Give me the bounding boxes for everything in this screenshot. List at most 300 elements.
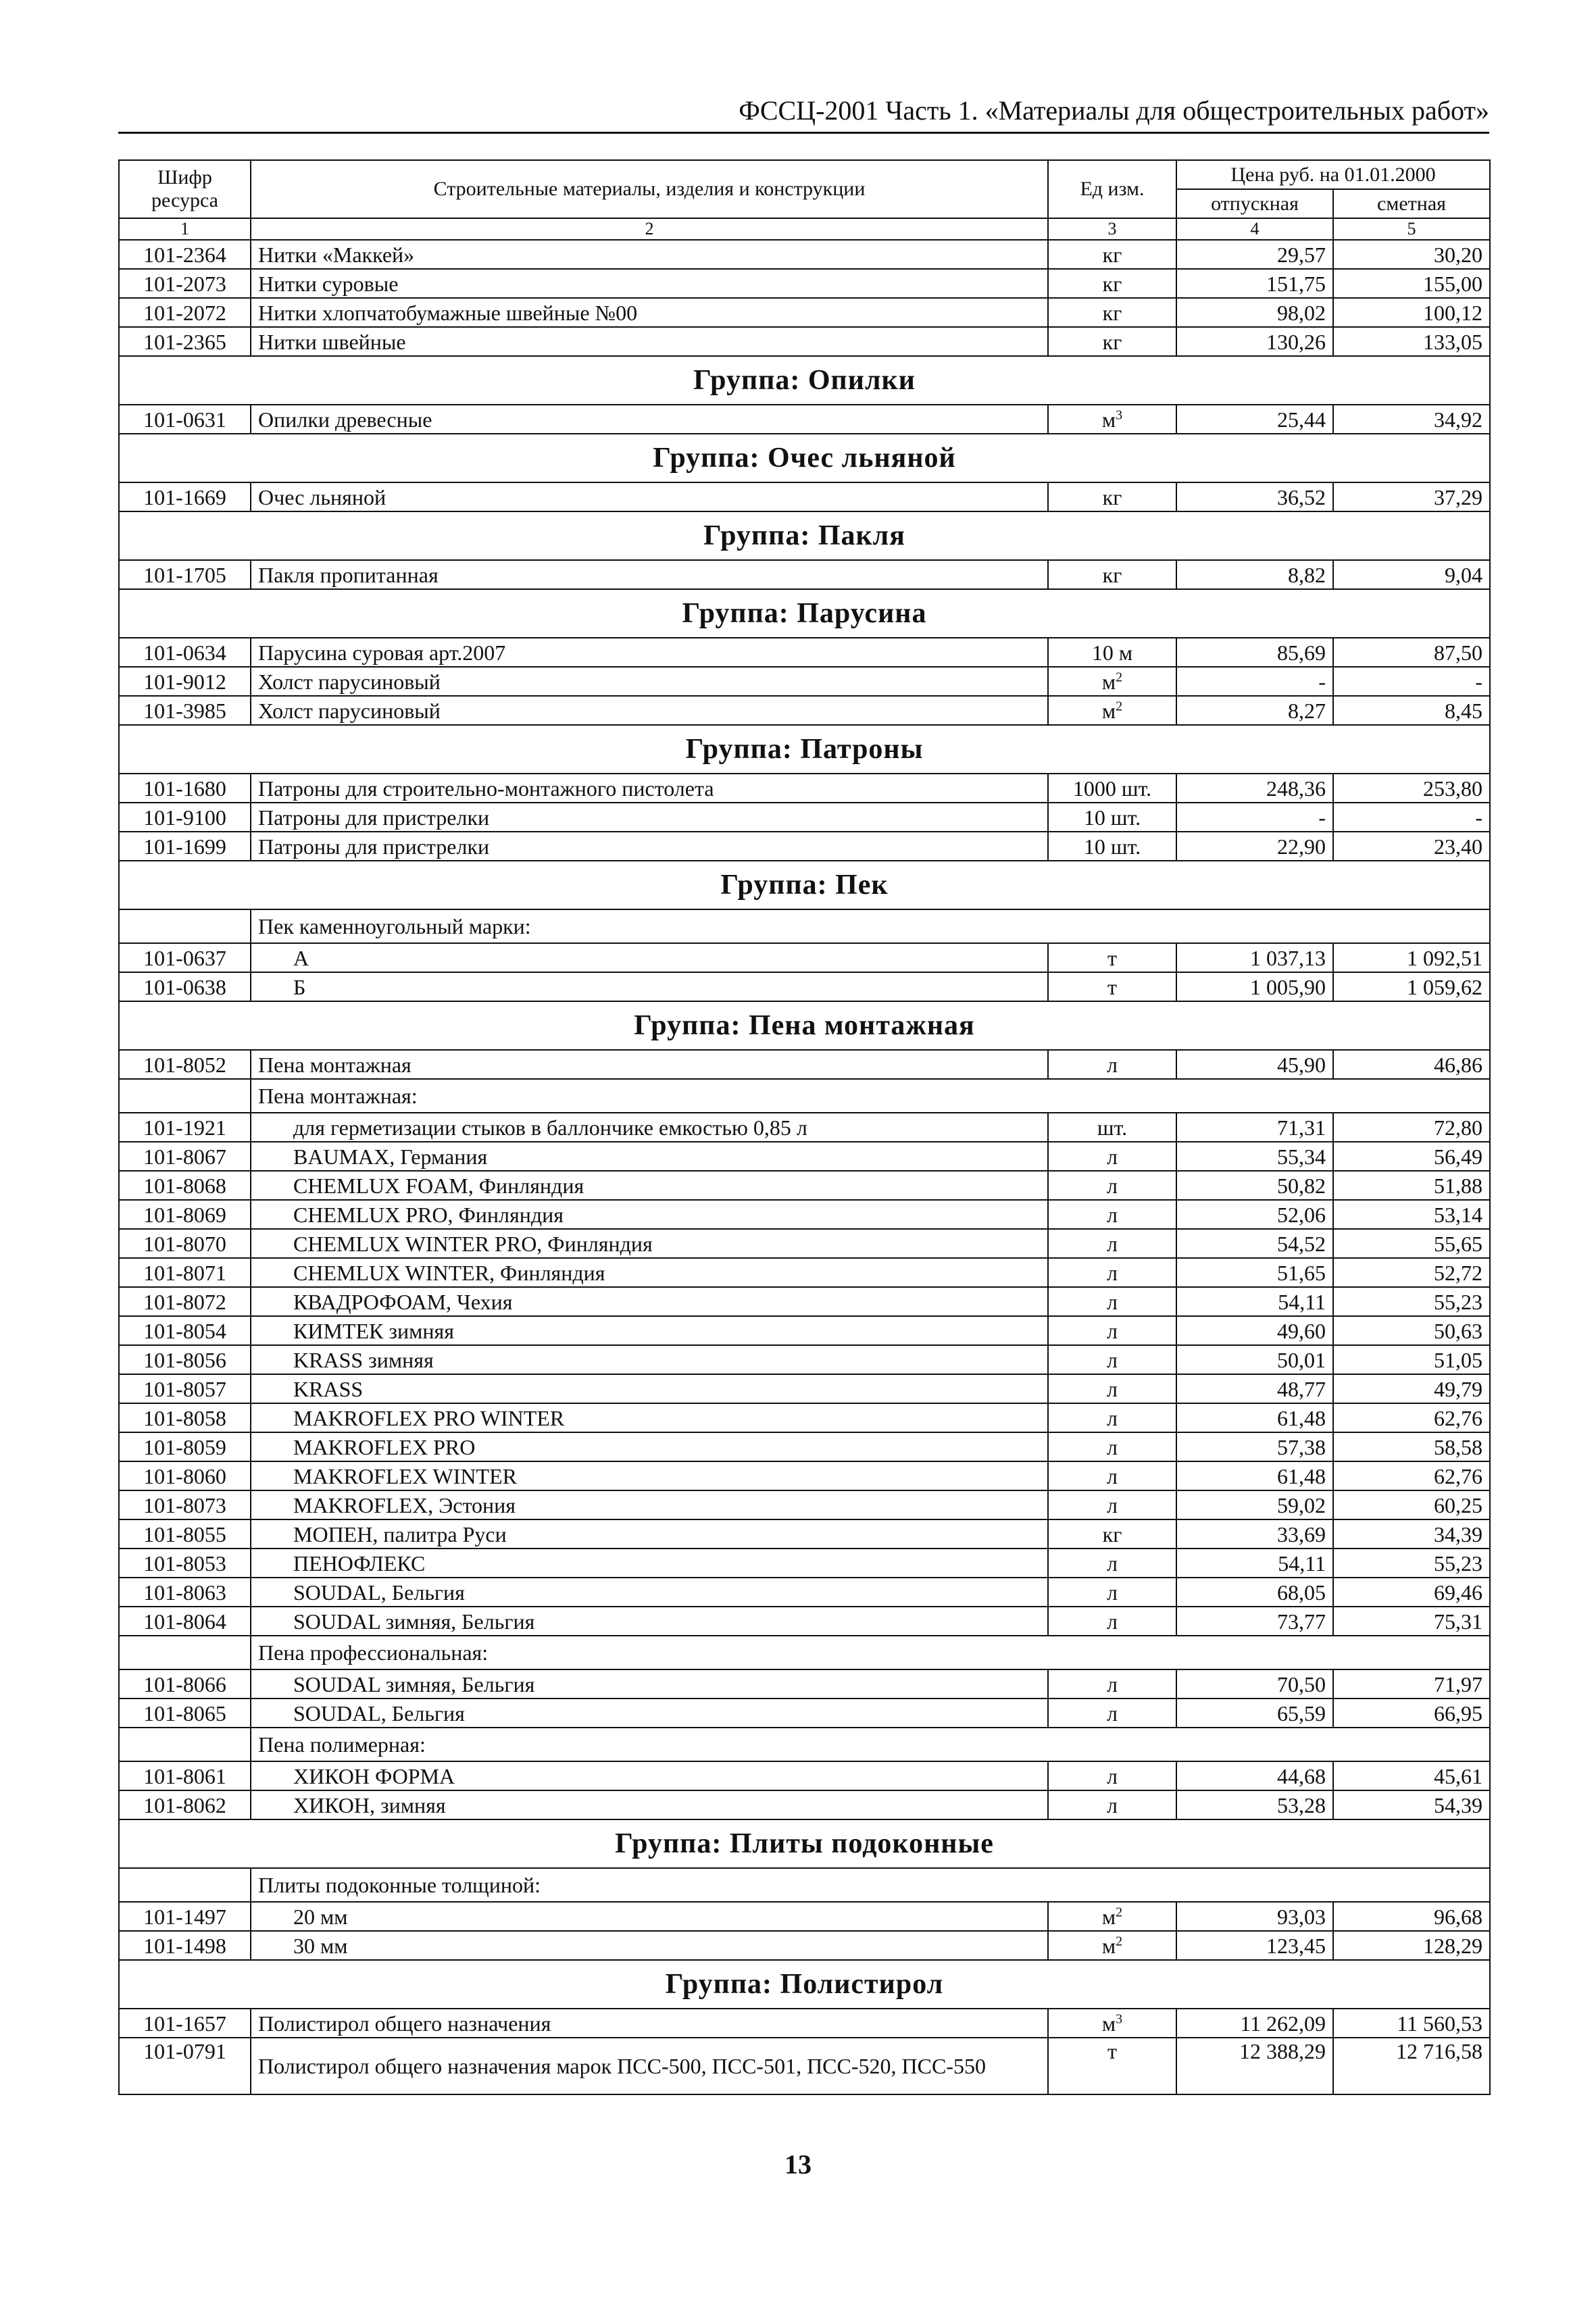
- estimate-price: 128,29: [1333, 1931, 1490, 1960]
- material-name: Опилки древесные: [251, 405, 1048, 434]
- table-row: [119, 667, 1490, 696]
- unit: л: [1048, 1669, 1176, 1699]
- table-row: [119, 240, 1490, 269]
- resource-code: 101-0791: [119, 2038, 251, 2094]
- table-row: [119, 1931, 1490, 1960]
- release-price: 93,03: [1176, 1902, 1333, 1931]
- estimate-price: 66,95: [1333, 1699, 1490, 1728]
- resource-code: 101-8069: [119, 1200, 251, 1229]
- material-name: Б: [251, 972, 1048, 1001]
- resource-code: 101-8054: [119, 1316, 251, 1345]
- release-price: -: [1176, 803, 1333, 832]
- unit: л: [1048, 1374, 1176, 1403]
- estimate-price: 12 716,58: [1333, 2038, 1490, 2094]
- group-heading-row: [119, 356, 1490, 405]
- unit: л: [1048, 1549, 1176, 1578]
- material-name: Полистирол общего назначения марок ПСС-500, ПСС-501, ПСС-520, ПСС-550: [251, 2038, 1048, 2094]
- group-heading: Группа: Пек: [119, 861, 1490, 909]
- col-number: 3: [1048, 218, 1176, 240]
- unit: [1048, 1902, 1176, 1931]
- table-row: [119, 774, 1490, 803]
- resource-code: 101-9100: [119, 803, 251, 832]
- resource-code: 101-0637: [119, 943, 251, 972]
- release-price: 33,69: [1176, 1519, 1333, 1549]
- material-name: Очес льняной: [251, 482, 1048, 511]
- unit: л: [1048, 1403, 1176, 1432]
- estimate-price: 62,76: [1333, 1403, 1490, 1432]
- material-name: 30 мм: [251, 1931, 1048, 1960]
- unit: т: [1048, 943, 1176, 972]
- resource-code: 101-9012: [119, 667, 251, 696]
- release-price: 36,52: [1176, 482, 1333, 511]
- resource-code: 101-1498: [119, 1931, 251, 1960]
- resource-code: 101-0634: [119, 638, 251, 667]
- estimate-price: 53,14: [1333, 1200, 1490, 1229]
- release-price: 44,68: [1176, 1761, 1333, 1790]
- header-release-price: отпускная: [1176, 189, 1333, 218]
- unit-base: м: [1101, 1933, 1116, 1958]
- release-price: 61,48: [1176, 1403, 1333, 1432]
- release-price: 71,31: [1176, 1113, 1333, 1142]
- estimate-price: -: [1333, 803, 1490, 832]
- material-name: Нитки швейные: [251, 327, 1048, 356]
- table-row: [119, 327, 1490, 356]
- subheading-row: [119, 1079, 1490, 1113]
- table-row: [119, 1699, 1490, 1728]
- group-heading: Группа: Опилки: [119, 356, 1490, 405]
- resource-code: 101-8064: [119, 1607, 251, 1636]
- release-price: 73,77: [1176, 1607, 1333, 1636]
- material-name: Пакля пропитанная: [251, 560, 1048, 589]
- estimate-price: 51,88: [1333, 1171, 1490, 1200]
- material-name: SOUDAL зимняя, Бельгия: [251, 1607, 1048, 1636]
- unit: кг: [1048, 240, 1176, 269]
- subheading: Пена полимерная:: [251, 1728, 1490, 1761]
- resource-code: 101-8063: [119, 1578, 251, 1607]
- resource-code: 101-8066: [119, 1669, 251, 1699]
- unit: л: [1048, 1790, 1176, 1819]
- unit-superscript: 3: [1116, 407, 1123, 422]
- estimate-price: 87,50: [1333, 638, 1490, 667]
- estimate-price: 46,86: [1333, 1050, 1490, 1079]
- group-heading: Группа: Пена монтажная: [119, 1001, 1490, 1050]
- table-row: [119, 1432, 1490, 1461]
- unit: л: [1048, 1578, 1176, 1607]
- table-row: [119, 1490, 1490, 1519]
- table-row: [119, 1316, 1490, 1345]
- estimate-price: 69,46: [1333, 1578, 1490, 1607]
- release-price: 51,65: [1176, 1258, 1333, 1287]
- release-price: 8,27: [1176, 696, 1333, 725]
- subheading: Пек каменноугольный марки:: [251, 909, 1490, 943]
- material-name: ХИКОН, зимняя: [251, 1790, 1048, 1819]
- header-divider: [118, 132, 1489, 134]
- group-heading: Группа: Патроны: [119, 725, 1490, 774]
- unit: л: [1048, 1050, 1176, 1079]
- material-name: CHEMLUX WINTER, Финляндия: [251, 1258, 1048, 1287]
- unit: кг: [1048, 269, 1176, 298]
- table-row: [119, 2038, 1490, 2094]
- subheading-row: [119, 1868, 1490, 1902]
- estimate-price: 55,65: [1333, 1229, 1490, 1258]
- blank-cell: [119, 1868, 251, 1902]
- release-price: 52,06: [1176, 1200, 1333, 1229]
- resource-code: 101-8061: [119, 1761, 251, 1790]
- unit-superscript: 2: [1116, 698, 1123, 713]
- col-number: 5: [1333, 218, 1490, 240]
- estimate-price: 58,58: [1333, 1432, 1490, 1461]
- material-name: ХИКОН ФОРМА: [251, 1761, 1048, 1790]
- unit-superscript: 2: [1116, 1904, 1123, 1919]
- release-price: 25,44: [1176, 405, 1333, 434]
- resource-code: 101-1657: [119, 2009, 251, 2038]
- table-row: [119, 1461, 1490, 1490]
- group-heading: Группа: Парусина: [119, 589, 1490, 638]
- unit: кг: [1048, 298, 1176, 327]
- unit: л: [1048, 1287, 1176, 1316]
- estimate-price: 30,20: [1333, 240, 1490, 269]
- estimate-price: 52,72: [1333, 1258, 1490, 1287]
- estimate-price: 56,49: [1333, 1142, 1490, 1171]
- material-name: Холст парусиновый: [251, 667, 1048, 696]
- group-heading-row: [119, 725, 1490, 774]
- release-price: 48,77: [1176, 1374, 1333, 1403]
- release-price: 248,36: [1176, 774, 1333, 803]
- table-row: [119, 1113, 1490, 1142]
- subheading-row: [119, 909, 1490, 943]
- resource-code: 101-1705: [119, 560, 251, 589]
- group-heading: Группа: Полистирол: [119, 1960, 1490, 2009]
- estimate-price: 50,63: [1333, 1316, 1490, 1345]
- estimate-price: 34,39: [1333, 1519, 1490, 1549]
- subheading: Плиты подоконные толщиной:: [251, 1868, 1490, 1902]
- table-row: [119, 1345, 1490, 1374]
- release-price: 123,45: [1176, 1931, 1333, 1960]
- group-heading: Группа: Очес льняной: [119, 434, 1490, 482]
- resource-code: 101-8068: [119, 1171, 251, 1200]
- unit: л: [1048, 1699, 1176, 1728]
- resource-code: 101-3985: [119, 696, 251, 725]
- unit: л: [1048, 1316, 1176, 1345]
- material-name: CHEMLUX PRO, Финляндия: [251, 1200, 1048, 1229]
- table-row: [119, 1761, 1490, 1790]
- resource-code: 101-8060: [119, 1461, 251, 1490]
- unit: 1000 шт.: [1048, 774, 1176, 803]
- subheading-row: [119, 1636, 1490, 1669]
- material-name: для герметизации стыков в баллончике емкостью 0,85 л: [251, 1113, 1048, 1142]
- table-row: [119, 803, 1490, 832]
- estimate-price: 45,61: [1333, 1761, 1490, 1790]
- table-row: [119, 638, 1490, 667]
- table-row: [119, 405, 1490, 434]
- unit: л: [1048, 1490, 1176, 1519]
- release-price: 151,75: [1176, 269, 1333, 298]
- unit: л: [1048, 1345, 1176, 1374]
- header-unit: Ед изм.: [1048, 160, 1176, 218]
- material-name: Патроны для строительно-монтажного пистолета: [251, 774, 1048, 803]
- resource-code: 101-8055: [119, 1519, 251, 1549]
- col-number: 1: [119, 218, 251, 240]
- unit: л: [1048, 1607, 1176, 1636]
- release-price: 85,69: [1176, 638, 1333, 667]
- header-code: Шифр ресурса: [119, 160, 251, 218]
- resource-code: 101-8059: [119, 1432, 251, 1461]
- column-number-row: [119, 218, 1490, 240]
- release-price: 59,02: [1176, 1490, 1333, 1519]
- estimate-price: -: [1333, 667, 1490, 696]
- release-price: 68,05: [1176, 1578, 1333, 1607]
- estimate-price: 75,31: [1333, 1607, 1490, 1636]
- material-name: КВАДРОФОАМ, Чехия: [251, 1287, 1048, 1316]
- resource-code: 101-1669: [119, 482, 251, 511]
- release-price: 55,34: [1176, 1142, 1333, 1171]
- resource-code: 101-2365: [119, 327, 251, 356]
- table-row: [119, 1142, 1490, 1171]
- group-heading-row: [119, 434, 1490, 482]
- table-row: [119, 1578, 1490, 1607]
- unit: кг: [1048, 327, 1176, 356]
- material-name: Холст парусиновый: [251, 696, 1048, 725]
- estimate-price: 34,92: [1333, 405, 1490, 434]
- resource-code: 101-2073: [119, 269, 251, 298]
- release-price: 1 005,90: [1176, 972, 1333, 1001]
- table-row: [119, 972, 1490, 1001]
- unit: кг: [1048, 482, 1176, 511]
- release-price: 54,11: [1176, 1287, 1333, 1316]
- material-name: А: [251, 943, 1048, 972]
- material-name: МОПЕН, палитра Руси: [251, 1519, 1048, 1549]
- material-name: CHEMLUX WINTER PRO, Финляндия: [251, 1229, 1048, 1258]
- material-name: SOUDAL, Бельгия: [251, 1699, 1048, 1728]
- resource-code: 101-8070: [119, 1229, 251, 1258]
- estimate-price: 96,68: [1333, 1902, 1490, 1931]
- material-name: КИМТЕК зимняя: [251, 1316, 1048, 1345]
- resource-code: 101-1680: [119, 774, 251, 803]
- estimate-price: 8,45: [1333, 696, 1490, 725]
- unit-superscript: 2: [1116, 669, 1123, 684]
- header-name: Строительные материалы, изделия и конструкции: [251, 160, 1048, 218]
- estimate-price: 23,40: [1333, 832, 1490, 861]
- unit: [1048, 405, 1176, 434]
- resource-code: 101-8071: [119, 1258, 251, 1287]
- resource-code: 101-8062: [119, 1790, 251, 1819]
- group-heading-row: [119, 861, 1490, 909]
- unit: [1048, 2009, 1176, 2038]
- material-name: BAUMAX, Германия: [251, 1142, 1048, 1171]
- material-name: CHEMLUX FOAM, Финляндия: [251, 1171, 1048, 1200]
- release-price: 70,50: [1176, 1669, 1333, 1699]
- material-name: Парусина суровая арт.2007: [251, 638, 1048, 667]
- table-row: [119, 298, 1490, 327]
- release-price: 57,38: [1176, 1432, 1333, 1461]
- unit: шт.: [1048, 1113, 1176, 1142]
- release-price: 98,02: [1176, 298, 1333, 327]
- unit: л: [1048, 1229, 1176, 1258]
- unit-base: м: [1101, 1904, 1116, 1929]
- resource-code: 101-2072: [119, 298, 251, 327]
- table-row: [119, 1287, 1490, 1316]
- subheading: Пена профессиональная:: [251, 1636, 1490, 1669]
- table-row: [119, 1902, 1490, 1931]
- estimate-price: 72,80: [1333, 1113, 1490, 1142]
- estimate-price: 55,23: [1333, 1549, 1490, 1578]
- material-name: KRASS: [251, 1374, 1048, 1403]
- table-row: [119, 1790, 1490, 1819]
- resource-code: 101-8067: [119, 1142, 251, 1171]
- material-name: Патроны для пристрелки: [251, 832, 1048, 861]
- unit: т: [1048, 2038, 1176, 2094]
- estimate-price: 54,39: [1333, 1790, 1490, 1819]
- estimate-price: 1 092,51: [1333, 943, 1490, 972]
- estimate-price: 253,80: [1333, 774, 1490, 803]
- estimate-price: 1 059,62: [1333, 972, 1490, 1001]
- material-name: Нитки «Маккей»: [251, 240, 1048, 269]
- release-price: 54,11: [1176, 1549, 1333, 1578]
- resource-code: 101-8052: [119, 1050, 251, 1079]
- table-row: [119, 1607, 1490, 1636]
- materials-table: [118, 159, 1491, 2095]
- table-row: [119, 1374, 1490, 1403]
- resource-code: 101-8072: [119, 1287, 251, 1316]
- release-price: 12 388,29: [1176, 2038, 1333, 2094]
- group-heading-row: [119, 1819, 1490, 1868]
- estimate-price: 133,05: [1333, 327, 1490, 356]
- resource-code: 101-8056: [119, 1345, 251, 1374]
- group-heading-row: [119, 589, 1490, 638]
- table-row: [119, 943, 1490, 972]
- resource-code: 101-8058: [119, 1403, 251, 1432]
- unit-base: м: [1101, 669, 1116, 694]
- subheading: Пена монтажная:: [251, 1079, 1490, 1113]
- table-row: [119, 1519, 1490, 1549]
- unit-superscript: 3: [1116, 2011, 1123, 2026]
- unit: кг: [1048, 560, 1176, 589]
- release-price: 45,90: [1176, 1050, 1333, 1079]
- group-heading-row: [119, 1960, 1490, 2009]
- unit: л: [1048, 1200, 1176, 1229]
- subheading-row: [119, 1728, 1490, 1761]
- release-price: 61,48: [1176, 1461, 1333, 1490]
- release-price: 49,60: [1176, 1316, 1333, 1345]
- header-estimate-price: сметная: [1333, 189, 1490, 218]
- unit: [1048, 1931, 1176, 1960]
- estimate-price: 11 560,53: [1333, 2009, 1490, 2038]
- unit: 10 шт.: [1048, 832, 1176, 861]
- material-name: Полистирол общего назначения: [251, 2009, 1048, 2038]
- table-row: [119, 560, 1490, 589]
- estimate-price: 62,76: [1333, 1461, 1490, 1490]
- material-name: ПЕНОФЛЕКС: [251, 1549, 1048, 1578]
- unit: л: [1048, 1461, 1176, 1490]
- unit: [1048, 696, 1176, 725]
- table-row: [119, 1669, 1490, 1699]
- material-name: SOUDAL, Бельгия: [251, 1578, 1048, 1607]
- blank-cell: [119, 909, 251, 943]
- release-price: 65,59: [1176, 1699, 1333, 1728]
- resource-code: 101-8057: [119, 1374, 251, 1403]
- page-number: 13: [784, 2149, 812, 2180]
- release-price: 50,82: [1176, 1171, 1333, 1200]
- unit-base: м: [1101, 698, 1116, 723]
- unit-superscript: 2: [1116, 1933, 1123, 1948]
- resource-code: 101-0631: [119, 405, 251, 434]
- release-price: 11 262,09: [1176, 2009, 1333, 2038]
- unit: 10 м: [1048, 638, 1176, 667]
- material-name: MAKROFLEX PRO WINTER: [251, 1403, 1048, 1432]
- table-row: [119, 1403, 1490, 1432]
- release-price: -: [1176, 667, 1333, 696]
- unit: 10 шт.: [1048, 803, 1176, 832]
- unit: л: [1048, 1171, 1176, 1200]
- material-name: KRASS зимняя: [251, 1345, 1048, 1374]
- resource-code: 101-1497: [119, 1902, 251, 1931]
- release-price: 54,52: [1176, 1229, 1333, 1258]
- resource-code: 101-2364: [119, 240, 251, 269]
- release-price: 50,01: [1176, 1345, 1333, 1374]
- unit-base: м: [1101, 407, 1116, 432]
- release-price: 29,57: [1176, 240, 1333, 269]
- unit-base: м: [1101, 2011, 1116, 2036]
- resource-code: 101-1699: [119, 832, 251, 861]
- material-name: Патроны для пристрелки: [251, 803, 1048, 832]
- group-heading: Группа: Плиты подоконные: [119, 1819, 1490, 1868]
- table-row: [119, 1050, 1490, 1079]
- estimate-price: 100,12: [1333, 298, 1490, 327]
- blank-cell: [119, 1728, 251, 1761]
- release-price: 130,26: [1176, 327, 1333, 356]
- resource-code: 101-1921: [119, 1113, 251, 1142]
- estimate-price: 37,29: [1333, 482, 1490, 511]
- estimate-price: 60,25: [1333, 1490, 1490, 1519]
- estimate-price: 51,05: [1333, 1345, 1490, 1374]
- estimate-price: 9,04: [1333, 560, 1490, 589]
- table-row: [119, 1229, 1490, 1258]
- estimate-price: 49,79: [1333, 1374, 1490, 1403]
- table-row: [119, 1171, 1490, 1200]
- resource-code: 101-0638: [119, 972, 251, 1001]
- material-name: SOUDAL зимняя, Бельгия: [251, 1669, 1048, 1699]
- table-row: [119, 1549, 1490, 1578]
- group-heading: Группа: Пакля: [119, 511, 1490, 560]
- blank-cell: [119, 1636, 251, 1669]
- material-name: MAKROFLEX WINTER: [251, 1461, 1048, 1490]
- col-number: 4: [1176, 218, 1333, 240]
- page-header-title: ФССЦ-2001 Часть 1. «Материалы для общестроительных работ»: [739, 95, 1489, 126]
- material-name: Нитки суровые: [251, 269, 1048, 298]
- table-header-row: [119, 160, 1490, 189]
- unit: [1048, 667, 1176, 696]
- group-heading-row: [119, 1001, 1490, 1050]
- material-name: MAKROFLEX, Эстония: [251, 1490, 1048, 1519]
- unit: л: [1048, 1258, 1176, 1287]
- release-price: 8,82: [1176, 560, 1333, 589]
- unit: л: [1048, 1761, 1176, 1790]
- release-price: 1 037,13: [1176, 943, 1333, 972]
- table-row: [119, 1258, 1490, 1287]
- unit: л: [1048, 1432, 1176, 1461]
- table-row: [119, 2009, 1490, 2038]
- estimate-price: 155,00: [1333, 269, 1490, 298]
- resource-code: 101-8053: [119, 1549, 251, 1578]
- table-row: [119, 1200, 1490, 1229]
- table-row: [119, 482, 1490, 511]
- table-row: [119, 832, 1490, 861]
- resource-code: 101-8073: [119, 1490, 251, 1519]
- material-name: MAKROFLEX PRO: [251, 1432, 1048, 1461]
- blank-cell: [119, 1079, 251, 1113]
- material-name: Пена монтажная: [251, 1050, 1048, 1079]
- estimate-price: 71,97: [1333, 1669, 1490, 1699]
